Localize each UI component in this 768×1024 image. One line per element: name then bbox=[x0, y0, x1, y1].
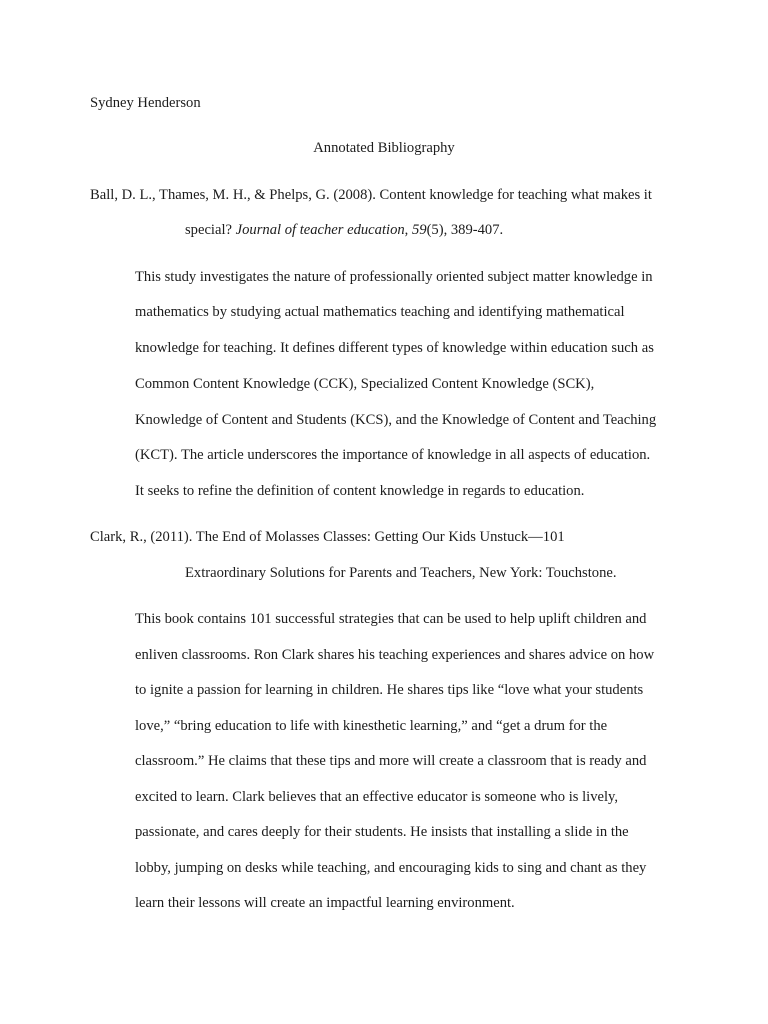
annotation-ball-line: knowledge for teaching. It defines different types of knowledge within education such as bbox=[135, 340, 654, 356]
annotation-clark-line: classroom.” He claims that these tips and more will create a classroom that is ready and bbox=[135, 753, 647, 769]
annotation-ball-line: mathematics by studying actual mathematics teaching and identifying mathematical bbox=[135, 304, 625, 320]
author-name: Sydney Henderson bbox=[90, 95, 201, 111]
citation-ball-journal: Journal of teacher education bbox=[235, 222, 405, 238]
citation-ball-line-1: Ball, D. L., Thames, M. H., & Phelps, G. (2008). Content knowledge for teaching what makes it bbox=[90, 187, 652, 203]
annotation-clark-line: excited to learn. Clark believes that an effective educator is someone who is lively, bbox=[135, 789, 619, 805]
citation-clark-line-1: Clark, R., (2011). The End of Molasses Classes: Getting Our Kids Unstuck—101 bbox=[90, 529, 565, 545]
annotation-clark-line: love,” “bring education to life with kinesthetic learning,” and “get a drum for the bbox=[135, 718, 608, 734]
annotation-clark-line: passionate, and cares deeply for their students. He insists that installing a slide in the bbox=[135, 824, 629, 840]
annotation-ball-line: It seeks to refine the definition of content knowledge in regards to education. bbox=[135, 483, 585, 499]
citation-ball-volume: 59 bbox=[411, 222, 427, 238]
annotation-clark-line: learn their lessons will create an impactful learning environment. bbox=[135, 895, 515, 911]
document-title: Annotated Bibliography bbox=[313, 140, 455, 156]
citation-ball-line-2 bbox=[185, 221, 503, 239]
citation-ball-sep: , bbox=[404, 222, 412, 238]
citation-clark-line-2: Extraordinary Solutions for Parents and Teachers, New York: Touchstone. bbox=[185, 565, 617, 581]
annotation-clark-line: lobby, jumping on desks while teaching, and encouraging kids to sing and chant as they bbox=[135, 860, 647, 876]
annotation-clark-line: enliven classrooms. Ron Clark shares his teaching experiences and shares advice on how bbox=[135, 647, 655, 663]
annotation-ball-line: Common Content Knowledge (CCK), Specialized Content Knowledge (SCK), bbox=[135, 376, 595, 392]
annotation-ball-line: (KCT). The article underscores the importance of knowledge in all aspects of education. bbox=[135, 447, 651, 463]
annotation-clark-line: This book contains 101 successful strategies that can be used to help uplift children and bbox=[135, 611, 647, 627]
citation-ball-prefix: special? bbox=[185, 222, 236, 238]
annotation-ball-line: This study investigates the nature of professionally oriented subject matter knowledge in bbox=[135, 269, 653, 285]
annotation-ball-line: Knowledge of Content and Students (KCS), and the Knowledge of Content and Teaching bbox=[135, 412, 657, 428]
annotation-clark-line: to ignite a passion for learning in children. He shares tips like “love what your students bbox=[135, 682, 644, 698]
citation-ball-issue: (5), 389-407. bbox=[426, 222, 504, 238]
